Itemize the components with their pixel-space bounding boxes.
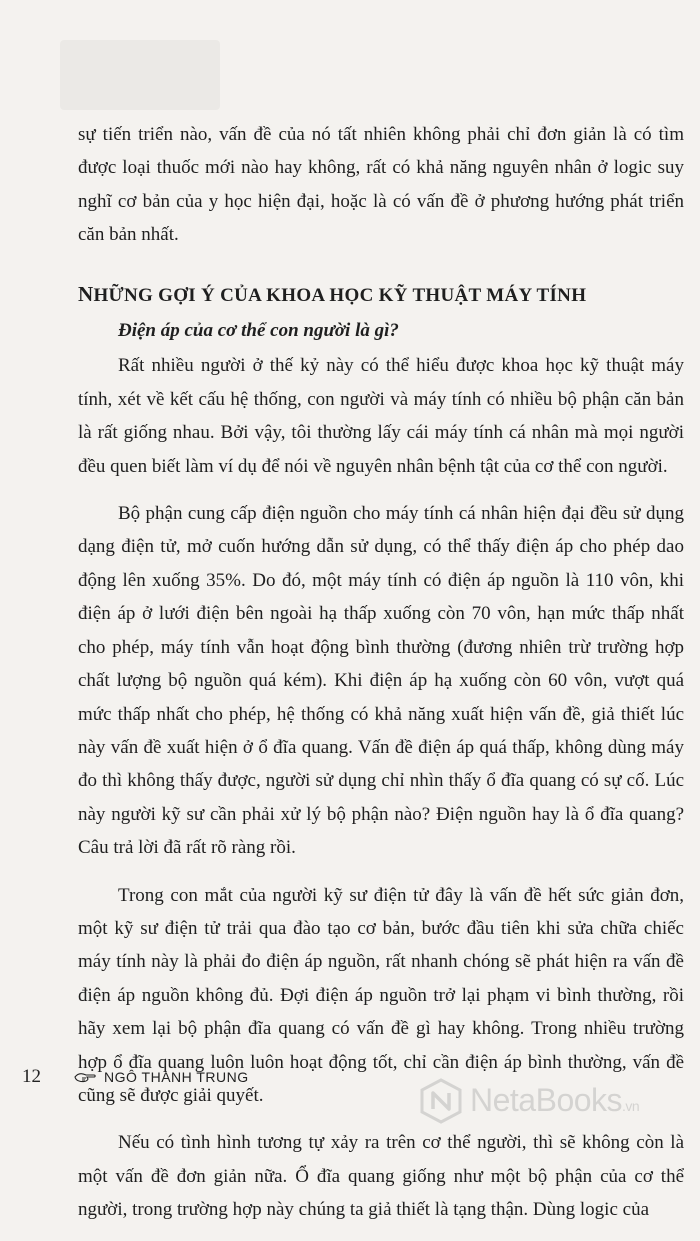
paragraph-4: Trong con mắt của người kỹ sư điện tử đây là vấn đề hết sức giản đơn, một kỹ sư điện tử trải qua đào tạo cơ bản, bước đầu tiên khi sửa chữa chiếc máy tính này là phải đo điện áp nguồn, rất nhanh chóng sẽ phát hiện ra vấn đề điện áp nguồn không đủ. Đợi điện áp nguồn trở lại phạm vi bình thường, rồi hãy xem lại bộ phận đĩa quang có vấn đề gì hay không. Trong nhiều trường hợp ổ đĩa quang luôn luôn hoạt động tốt, chỉ cần điện áp bình thường, vấn đề cũng sẽ được giải quyết.	[78, 884, 684, 1106]
netabooks-logo-icon	[418, 1078, 464, 1124]
watermark-brand: NetaBooks	[470, 1082, 623, 1118]
subheading: Điện áp của cơ thể con người là gì?	[118, 320, 399, 342]
heading-rest: HỮNG GỢI Ý CỦA KHOA HỌC KỸ THUẬT MÁY TÍNH	[93, 284, 587, 306]
bleed-through-shadow	[60, 40, 220, 110]
paragraph-3: Bộ phận cung cấp điện nguồn cho máy tính cá nhân hiện đại đều sử dụng dạng điện tử, mở cuốn hướng dẫn sử dụng, có thể thấy điện áp cho phép dao động lên xuống 35%. Do đó, một máy tính có điện áp nguồn là 110 vôn, khi điện áp ở lưới điện bên ngoài hạ thấp xuống còn 70 vôn, hạn mức thấp nhất cho phép, máy tính vẫn hoạt động bình thường (đương nhiên trừ trường hợp chất lượng bộ nguồn quá kém). Khi điện áp hạ xuống còn 60 vôn, vượt quá mức thấp nhất cho phép, hệ thống có khả năng xuất hiện vấn đề, giả thiết lúc này vấn đề xuất hiện ở ổ đĩa quang. Vấn đề điện áp quá thấp, không dùng máy đo thì không thấy được, người sử dụng chỉ nhìn thấy ổ đĩa quang có sự cố. Lúc này người kỹ sư cần phải xử lý bộ phận nào? Điện nguồn hay là ổ đĩa quang? Câu trả lời đã rất rõ ràng rồi.	[78, 503, 684, 859]
paragraph-5: Nếu có tình hình tương tự xảy ra trên cơ thể người, thì sẽ không còn là một vấn đề đơn giản nữa. Ổ đĩa quang giống như một bộ phận của cơ thể người, trong trường hợp này chúng ta giả thiết là tạng thận. Dùng logic của	[78, 1132, 684, 1221]
pointing-hand-icon	[74, 1070, 96, 1084]
heading-initial: N	[78, 281, 94, 306]
section-heading	[78, 278, 684, 312]
page-number: 12	[22, 1066, 41, 1087]
watermark	[418, 1078, 698, 1128]
paragraph-2: Rất nhiều người ở thế kỷ này có thể hiểu được khoa học kỹ thuật máy tính, xét về kết cấu hệ thống, con người và máy tính có nhiều bộ phận căn bản là rất giống nhau. Bởi vậy, tôi thường lấy cái máy tính cá nhân mà mọi người đều quen biết làm ví dụ để nói về nguyên nhân bệnh tật của cơ thể con người.	[78, 355, 684, 477]
author-name: NGÔ THANH TRUNG	[104, 1069, 249, 1085]
watermark-text	[470, 1082, 639, 1119]
watermark-suffix: .vn	[622, 1098, 640, 1114]
paragraph-1: sự tiến triển nào, vấn đề của nó tất nhiên không phải chỉ đơn giản là có tìm được loại thuốc mới nào hay không, rất có khả năng nguyên nhân ở logic suy nghĩ cơ bản của y học hiện đại, hoặc là có vấn đề ở phương hướng phát triển căn bản nhất.	[78, 124, 684, 246]
